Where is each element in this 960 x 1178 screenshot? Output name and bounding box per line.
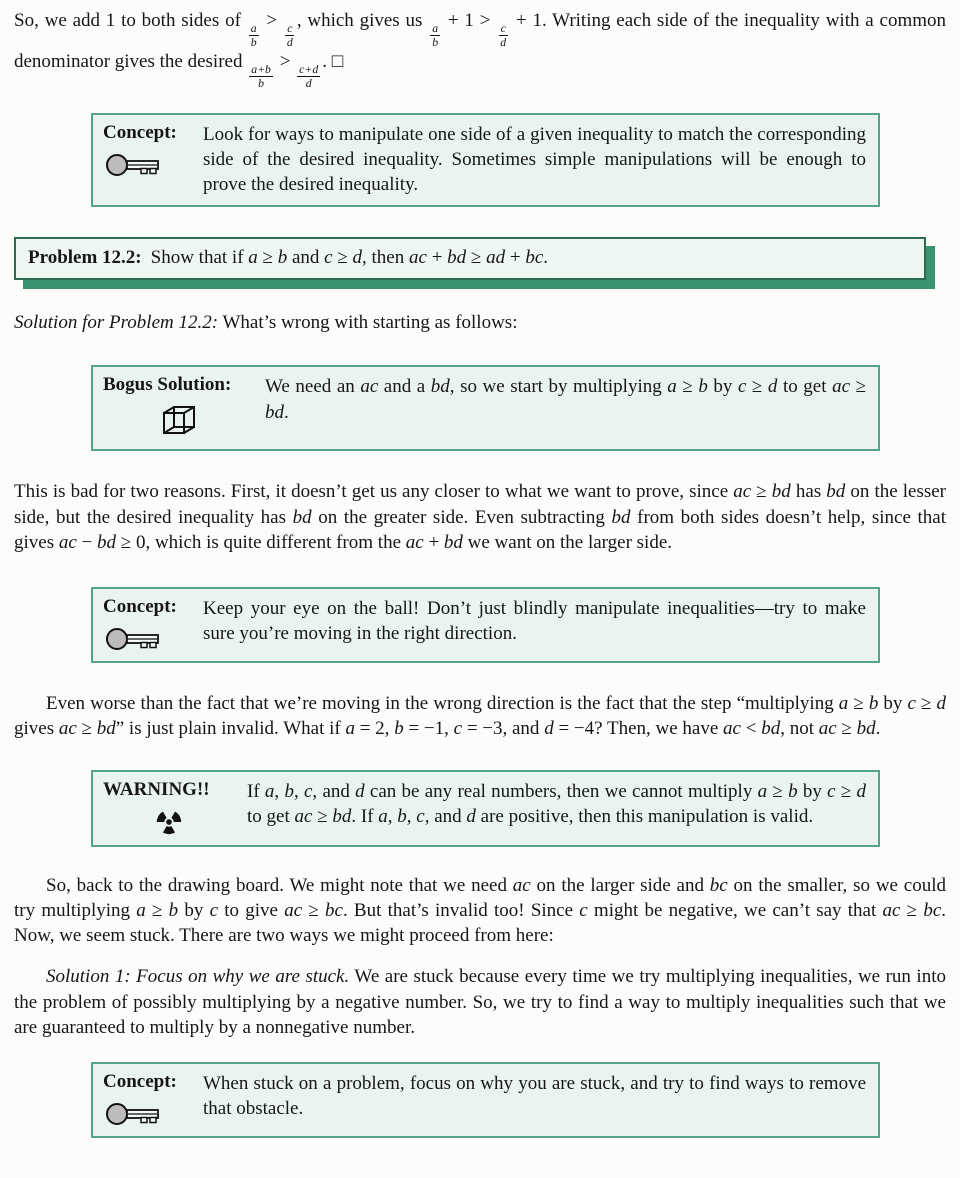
concept-label: Concept: [103, 121, 177, 143]
concept-box-2 [91, 587, 880, 663]
key-icon [105, 151, 161, 179]
warning-label: WARNING!! [103, 778, 210, 800]
warning-box-label-column [103, 779, 235, 837]
key-icon [105, 1100, 161, 1128]
paragraph-drawing-board: So, back to the drawing board. We might note that we need ac on the larger side and bc on the smaller, so we could try multiplying a ≥ b by c to give ac ≥ bc. But that’s invalid too! Since c might be negative, we can’t say that ac ≥ bc. Now, we seem stuck. There are two ways we might proceed from here: [14, 874, 947, 947]
bogus-solution-label: Bogus Solution: [103, 374, 232, 396]
paragraph-two-reasons: This is bad for two reasons. First, it doesn’t get us any closer to what we want to prove, since ac ≥ bd has bd on the lesser side, but the desired inequality has bd on the greater side. Even subtracting bd from both sides doesn’t help, since that gives ac − bd ≥ 0, which is quite different from the ac + bd we want on the larger side. [14, 481, 947, 553]
solution-intro: Solution for Problem 12.2: What’s wrong with starting as follows: [14, 311, 518, 333]
concept-text: When stuck on a problem, focus on why you are stuck, and try to find ways to remove that obstacle. [203, 1073, 866, 1120]
paragraph-invalid-step: Even worse than the fact that we’re moving in the wrong direction is the fact that the step “multiplying a ≥ b by c ≥ d gives ac ≥ bd” is just plain invalid. What if a = 2, b = −1, c = −3, and d = −4? Then, we have ac < bd, not ac ≥ bd. [14, 693, 946, 740]
key-icon [105, 625, 161, 653]
problem-statement: Show that if a ≥ b and c ≥ d, then ac + bd ≥ ad + bc. [150, 247, 548, 269]
bogus-box-label-column [103, 374, 253, 441]
radiation-icon [154, 807, 184, 837]
concept-text: Keep your eye on the ball! Don’t just blindly manipulate inequalities—try to make sure you’re moving in the right direction. [203, 598, 866, 645]
open-box-icon [157, 401, 199, 441]
paragraph-proof-end: So, we add 1 to both sides of $\frac{a}{b}$ > $\frac{c}{d}$ , which gives us $\frac{a}{b}$ + 1 > $\frac{c}{d}$ + 1. Writing each side of the inequality with a common denominator gives the desired $\frac{a+b}{b}$ > $\frac{c+d}{d}$ . □ [14, 10, 947, 91]
concept-box-1 [91, 113, 880, 208]
concept-box-label-column [103, 1071, 191, 1128]
concept-box-3 [91, 1062, 880, 1138]
concept-box-label-column [103, 596, 191, 653]
concept-box-label-column [103, 122, 191, 198]
warning-box [91, 770, 880, 847]
bogus-solution-box [91, 365, 880, 451]
problem-box [14, 237, 926, 280]
concept-label: Concept: [103, 596, 177, 618]
warning-text: If a, b, c, and d can be any real numbers, then we cannot multiply a ≥ b by c ≥ d to get ac ≥ bd. If a, b, c, and d are positive, then this manipulation is valid. [247, 780, 867, 827]
concept-text: Look for ways to manipulate one side of a given inequality to match the corresponding side of the desired inequality. Sometimes simple manipulations will be enough to prove the desired inequality. [203, 123, 866, 196]
bogus-solution-text: We need an ac and a bd, so we start by multiplying a ≥ b by c ≥ d to get ac ≥ bd. [265, 376, 866, 423]
concept-label: Concept: [103, 1071, 177, 1093]
paragraph-solution-1: Solution 1: Focus on why we are stuck. We are stuck because every time we try multiplying inequalities, we run into the problem of possibly multiplying by a negative number. So, we try to find a way to multiply inequalities such that we are guaranteed to multiply by a nonnegative number. [14, 966, 946, 1038]
problem-label: Problem 12.2: [28, 247, 142, 269]
